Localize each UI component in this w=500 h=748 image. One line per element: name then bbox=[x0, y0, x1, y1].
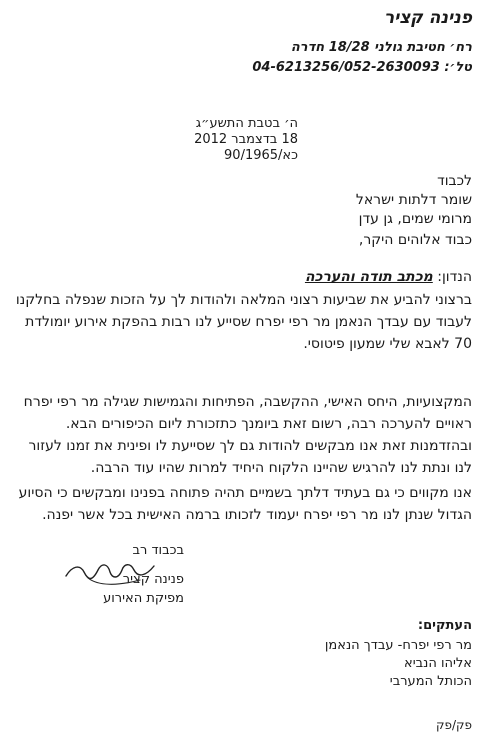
copies-title: העתקים: bbox=[417, 618, 472, 633]
body-line: לעבוד עם עבדך הנאמן מר רפי יפרח שסייע לנו רבות בהפקת אירוע יומולדת bbox=[25, 314, 472, 330]
body-line: הגדול שנתן לנו מר רפי יפרח יעמוד לזכותו ברמה האישית בכל אשר יפנה. bbox=[42, 507, 472, 523]
body-line: ראויים להערכה רבה, רשום זאת ביומנך כתזכורת ליום הכיפורים הבא. bbox=[65, 416, 472, 432]
sender-phone: טל׳: 04-6213256/052-2630093 bbox=[252, 60, 472, 75]
body-line: ובהזדמנות זאת אנו מבקשים להודות גם לך שסייעת לו ופינית את זמנו לעזור bbox=[28, 438, 472, 454]
copy-item: אליהו הנביא bbox=[404, 656, 472, 671]
recipient-line: לכבוד bbox=[437, 173, 472, 189]
body-paragraph-2 bbox=[22, 391, 472, 479]
subject-line bbox=[305, 269, 472, 285]
body-line: המקצועיות, היחס האישי, ההקשבה, הפתיחות והגמישות שגילה מר רפי יפרח bbox=[23, 394, 472, 410]
copies-block bbox=[325, 617, 472, 691]
body-paragraph-1 bbox=[15, 289, 472, 355]
recipient-line: מרומי שמים, גן עדן bbox=[358, 211, 472, 227]
initials-reference: פק/פק bbox=[435, 718, 472, 732]
subject-prefix: הנדון: bbox=[437, 269, 472, 285]
closing-regards: בכבוד רב bbox=[132, 543, 184, 558]
copy-item: הכותל המערבי bbox=[389, 674, 472, 689]
handwritten-signature bbox=[58, 556, 168, 590]
body-line: 70 לאבא שלי שמעון פיטוסי. bbox=[303, 336, 472, 352]
recipient-block bbox=[356, 172, 472, 229]
body-line: אנו מקווים כי גם בעתיד דלתך בשמיים תהיה פתוחה בפנינו ומבקשים כי הסיוע bbox=[18, 485, 472, 501]
reference-number: כא/90/1965 bbox=[224, 148, 298, 163]
sender-name: פנינה קציר bbox=[383, 8, 472, 28]
salutation: כבוד אלוהים היקר, bbox=[358, 232, 472, 248]
sender-address: רח׳ חטיבת גולני 18/28 חדרה bbox=[290, 40, 472, 55]
subject-title: מכתב תודה והערכה bbox=[304, 269, 433, 285]
copy-item: מר רפי יפרח- עבדך הנאמן bbox=[324, 638, 472, 653]
closing-name: פנינה קציר bbox=[122, 572, 184, 587]
body-line: לנו ונתת לנו להרגיש שהיינו הלקוח היחיד למרות שהיו עוד הרבה. bbox=[90, 460, 472, 476]
hebrew-date: ה׳ בטבת התשע״ג bbox=[195, 116, 298, 131]
date-block bbox=[148, 116, 298, 164]
recipient-line: שומר דלתות ישראל bbox=[355, 192, 472, 208]
gregorian-date: 18 בדצמבר 2012 bbox=[194, 132, 298, 147]
body-line: ברצוני להביע את שביעות רצוני המלאה ולהודות לך על הזכות שנפלה בחלקנו bbox=[15, 292, 472, 308]
body-paragraph-3 bbox=[18, 482, 472, 526]
closing-role: מפיקת האירוע bbox=[103, 591, 184, 606]
